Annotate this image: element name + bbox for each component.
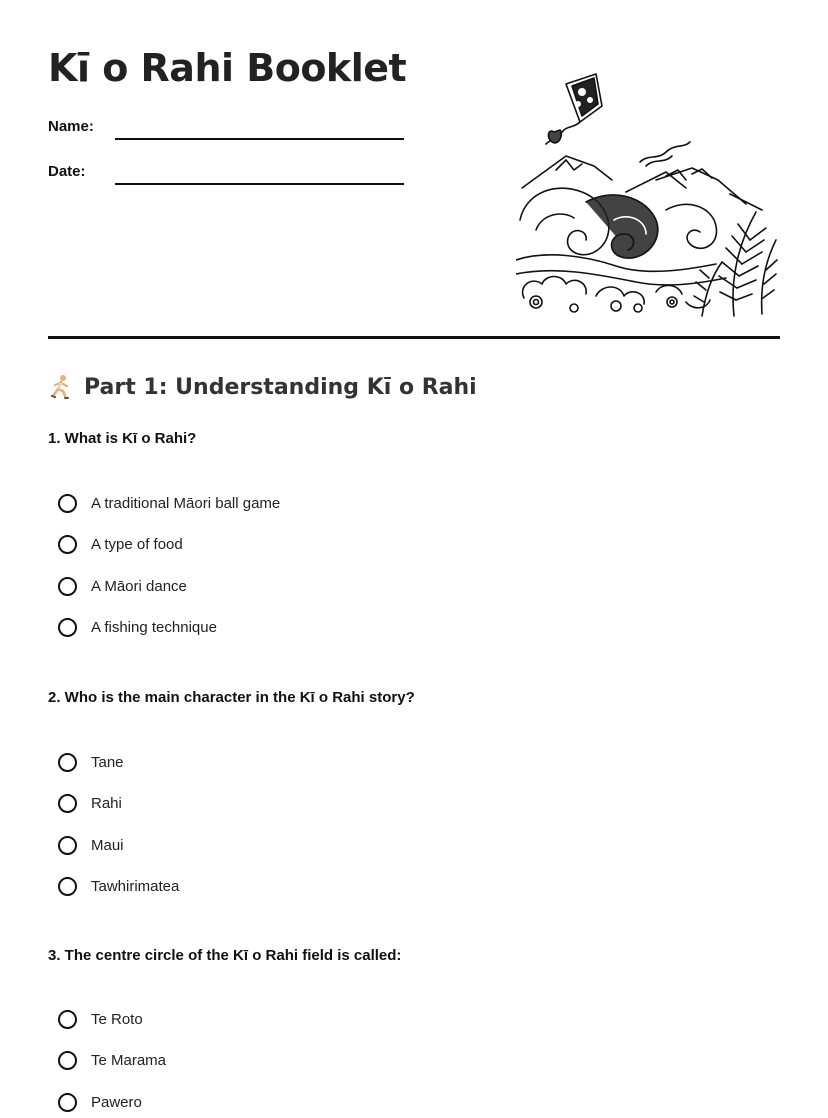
fern-icon	[694, 212, 777, 316]
date-label: Date:	[48, 163, 86, 180]
kite-icon	[546, 74, 602, 144]
part1-title: Part 1: Understanding Kī o Rahi	[84, 374, 477, 400]
kite-mountains-waves-fern-illustration	[516, 70, 778, 320]
radio-circle-icon[interactable]	[58, 535, 77, 554]
name-field[interactable]	[48, 116, 408, 140]
q2-option-4[interactable]	[58, 873, 179, 899]
q2-option-1[interactable]	[58, 749, 124, 775]
q3-option-2[interactable]	[58, 1047, 166, 1073]
radio-circle-icon[interactable]	[58, 494, 77, 513]
booklet-page	[48, 0, 780, 1111]
radio-circle-icon[interactable]	[58, 753, 77, 772]
q3-option-2-label: Te Marama	[91, 1051, 167, 1069]
q1-option-1-label: A traditional Māori ball game	[91, 494, 281, 512]
q1-option-4-label: A fishing technique	[91, 618, 217, 636]
mountains-icon	[522, 156, 762, 210]
booklet-header	[48, 0, 780, 400]
question-1-text: 1. What is Kī o Rahi?	[48, 430, 197, 447]
name-line[interactable]	[115, 138, 404, 140]
q2-option-2[interactable]	[58, 790, 122, 816]
q3-option-3-label: Pawero	[91, 1093, 142, 1111]
q2-option-3-label: Maui	[91, 836, 124, 854]
question-3-text: 3. The centre circle of the Kī o Rahi field is called:	[48, 947, 402, 964]
runner-icon	[48, 374, 74, 400]
q1-option-4[interactable]	[58, 614, 217, 640]
radio-circle-icon[interactable]	[58, 577, 77, 596]
q1-option-3-label: A Māori dance	[91, 577, 187, 595]
q3-option-1-label: Te Roto	[91, 1010, 143, 1028]
date-line[interactable]	[115, 183, 404, 185]
radio-circle-icon[interactable]	[58, 794, 77, 813]
q3-option-1[interactable]	[58, 1006, 143, 1032]
koru-clouds-icon	[523, 277, 710, 313]
q2-option-4-label: Tawhirimatea	[91, 877, 180, 895]
radio-circle-icon[interactable]	[58, 1010, 77, 1029]
question-1	[48, 430, 780, 636]
q1-option-1[interactable]	[58, 490, 280, 516]
q1-option-2-label: A type of food	[91, 535, 183, 553]
q3-option-3[interactable]	[58, 1089, 142, 1115]
date-field[interactable]	[48, 161, 408, 185]
radio-circle-icon[interactable]	[58, 618, 77, 637]
q1-option-2[interactable]	[58, 531, 183, 557]
question-2	[48, 689, 780, 895]
part1-heading	[48, 374, 477, 400]
question-3	[48, 947, 780, 1111]
radio-circle-icon[interactable]	[58, 877, 77, 896]
name-label: Name:	[48, 118, 94, 135]
q2-option-2-label: Rahi	[91, 794, 122, 812]
q2-option-1-label: Tane	[91, 753, 124, 771]
radio-circle-icon[interactable]	[58, 1051, 77, 1070]
q2-option-3[interactable]	[58, 832, 124, 858]
header-divider	[48, 336, 780, 339]
waves-icon	[516, 188, 726, 285]
radio-circle-icon[interactable]	[58, 1093, 77, 1112]
question-2-text: 2. Who is the main character in the Kī o Rahi story?	[48, 689, 415, 706]
page-title: Kī o Rahi Booklet	[48, 46, 407, 90]
q1-option-3[interactable]	[58, 573, 187, 599]
radio-circle-icon[interactable]	[58, 836, 77, 855]
